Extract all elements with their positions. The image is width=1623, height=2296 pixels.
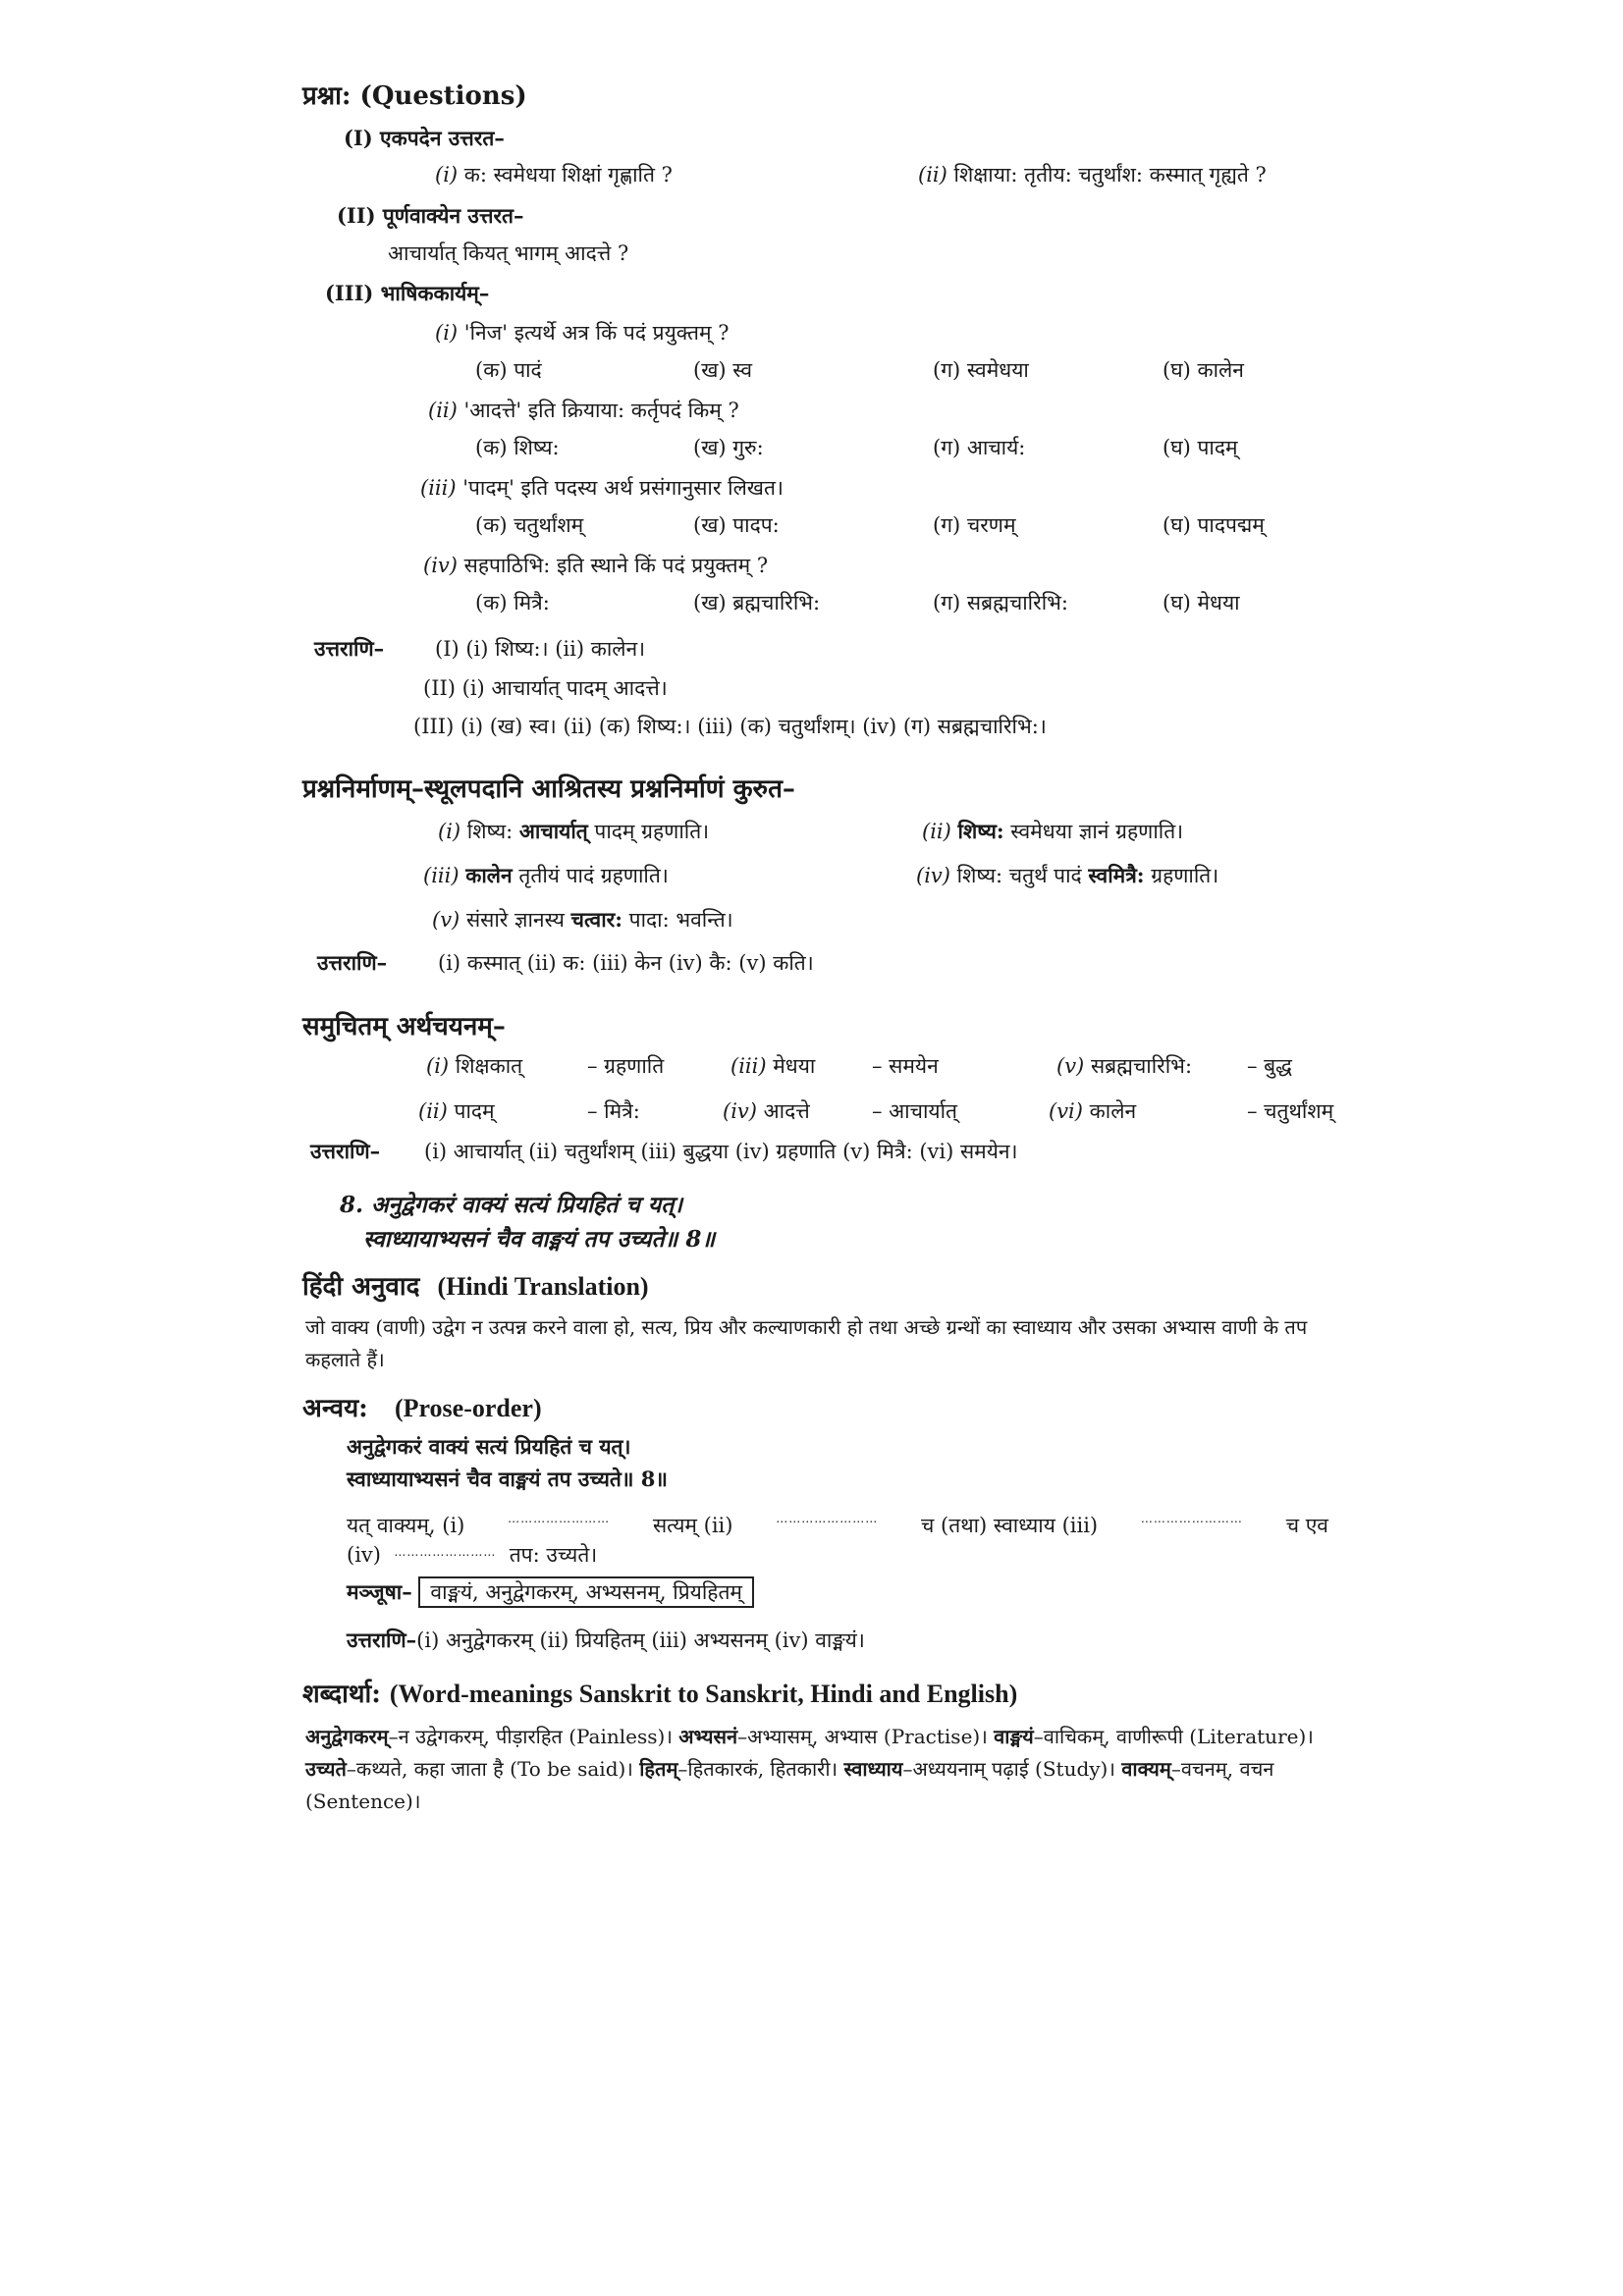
meaning: –कथ्यते, कहा जाता है (To be said)। xyxy=(346,1757,640,1781)
fill-text: यत् वाक्यम्, (i) xyxy=(347,1514,465,1537)
blank: …………………… xyxy=(394,1545,497,1559)
mcq-option: (ख) स्व xyxy=(693,358,753,382)
fill-text: (iv) xyxy=(347,1543,381,1567)
word: आदत्ते xyxy=(763,1099,810,1123)
heading-hindi: हिंदी अनुवाद xyxy=(302,1272,420,1302)
match-meaning: – आचार्यात् xyxy=(872,1099,958,1123)
mcq-question xyxy=(420,474,784,502)
formation-item xyxy=(916,862,1218,889)
word: कालेन xyxy=(1089,1099,1137,1123)
answers-label: उत्तराणि– xyxy=(317,950,388,975)
section-one-label: (I) एकपदेन उत्तरत– xyxy=(344,126,505,150)
mcq-question xyxy=(428,397,739,424)
item-number: (v) xyxy=(1056,1054,1085,1078)
answer-line: (i) आचार्यात् (ii) चतुर्थांशम् (iii) बुद्धया (iv) ग्रहणाति (v) मित्रै: (vi) समयेन। xyxy=(424,1140,1018,1163)
item-number: (i) xyxy=(426,1054,450,1078)
item-number: (v) xyxy=(432,908,460,932)
question-text: 'पादम्' इति पदस्य अर्थ प्रसंगानुसार लिखत। xyxy=(462,476,784,500)
item-number: (vi) xyxy=(1049,1099,1083,1123)
mcq-option: (ख) ब्रह्मचारिभि: xyxy=(693,591,821,614)
blank: …………………… xyxy=(776,1512,879,1525)
heading-english: (Prose-order) xyxy=(394,1394,542,1422)
item-text: स्वमेधया ज्ञानं ग्रहणाति। xyxy=(1003,820,1184,843)
word: उच्यते xyxy=(305,1757,347,1781)
word-box: वाङ्मयं, अनुद्वेगकरम्, अभ्यसनम्, प्रियहितम् xyxy=(418,1576,754,1608)
meaning: –हितकारकं, हितकारी। xyxy=(677,1757,844,1781)
item-number: (iv) xyxy=(723,1099,757,1123)
item-bold-word: आचार्यात् xyxy=(518,819,588,843)
mcq-option: (ग) स्वमेधया xyxy=(933,358,1029,382)
fill-text: च एव xyxy=(1285,1514,1328,1537)
item-bold-word: चत्वार: xyxy=(570,907,622,932)
item-text: ग्रहणाति। xyxy=(1144,864,1219,887)
answers-label: उत्तराणि– xyxy=(347,1628,417,1652)
answer-line: (I) (i) शिष्य:। (ii) कालेन। xyxy=(435,637,646,661)
questions-heading: प्रश्ना: (Questions) xyxy=(302,81,527,111)
question-number: (i) xyxy=(435,321,459,345)
word: मेधया xyxy=(773,1054,816,1078)
item-text: पादा: भवन्ति। xyxy=(622,908,733,932)
item-bold-word: स्वमित्रै: xyxy=(1088,863,1145,887)
mcq-option: (क) पादं xyxy=(475,358,542,382)
item-text: शिष्य: चतुर्थं पादं xyxy=(956,864,1089,887)
match-meaning: – मित्रै: xyxy=(587,1099,640,1123)
meaning: –अभ्यासम्, अभ्यास (Practise)। xyxy=(737,1725,995,1748)
mcq-option: (घ) पादपद्मम् xyxy=(1163,513,1265,537)
heading-hindi: अन्वय: xyxy=(302,1394,368,1423)
meaning: –वाचिकम्, वाणीरूपी (Literature)। xyxy=(1033,1725,1314,1748)
mcq-question xyxy=(423,552,768,579)
mcq-option: (ग) चरणम् xyxy=(933,513,1016,537)
match-word xyxy=(426,1052,522,1080)
verse-line: 8. अनुद्वेगकरं वाक्यं सत्यं प्रियहितं च यत्। xyxy=(340,1192,683,1218)
formation-item xyxy=(423,862,669,889)
match-word xyxy=(730,1052,815,1080)
meaning-match-heading: समुचितम् अर्थचयनम्– xyxy=(302,1012,506,1041)
answer-line: (i) कस्मात् (ii) क: (iii) केन (iv) कै: (v) कति। xyxy=(438,951,814,975)
item-number: (ii) xyxy=(418,1099,448,1123)
question-text: 'निज' इत्यर्थे अत्र किं पदं प्रयुक्तम् ? xyxy=(463,321,730,345)
word: स्वाध्याय xyxy=(843,1757,903,1781)
match-word xyxy=(1049,1097,1136,1125)
word-box-line xyxy=(347,1578,754,1606)
item-text: संसारे ज्ञानस्य xyxy=(465,908,571,932)
fill-text: च (तथा) स्वाध्याय (iii) xyxy=(921,1514,1099,1537)
mcq-question xyxy=(435,319,730,347)
question-number: (ii) xyxy=(918,163,947,187)
meaning: –वचनम्, वचन (Sentence)। xyxy=(305,1757,1274,1813)
formation-item xyxy=(922,818,1183,845)
fill-text: सत्यम् (ii) xyxy=(652,1514,733,1537)
word: पादम् xyxy=(454,1099,495,1123)
verse-line: स्वाध्यायाभ्यसनं चैव वाङ्मयं तप उच्यते॥ 8॥ xyxy=(347,1467,668,1491)
heading-english: (Hindi Translation) xyxy=(437,1272,649,1301)
meaning: –न उद्वेगकरम्, पीड़ारहित (Painless)। xyxy=(388,1725,679,1748)
word-meanings-heading xyxy=(302,1675,1017,1710)
match-meaning: – ग्रहणाति xyxy=(587,1054,665,1078)
formation-item xyxy=(432,906,733,934)
mcq-option: (क) शिष्य: xyxy=(475,436,560,459)
heading-english: (Word-meanings Sanskrit to Sanskrit, Hindi and English) xyxy=(389,1680,1018,1708)
question-number: (ii) xyxy=(428,399,458,422)
section-two-label: (II) पूर्णवाक्येन उत्तरत– xyxy=(337,203,524,228)
question-formation-heading: प्रश्ननिर्माणम्–स्थूलपदानि आश्रितस्य प्रश्ननिर्माणं कुरुत– xyxy=(302,774,795,804)
verse-line: अनुद्वेगकरं वाक्यं सत्यं प्रियहितं च यत्। xyxy=(347,1434,631,1459)
fill-blank-line xyxy=(347,1541,597,1569)
answer-line: (III) (i) (ख) स्व। (ii) (क) शिष्य:। (iii) (क) चतुर्थांशम्। (iv) (ग) सब्रह्मचारिभि:। xyxy=(413,715,1047,738)
prose-order-heading xyxy=(302,1389,542,1424)
blank: …………………… xyxy=(1140,1512,1243,1525)
item-number: (ii) xyxy=(922,820,951,843)
hindi-translation-text: जो वाक्य (वाणी) उद्वेग न उत्पन्न करने वाला हो, सत्य, प्रिय और कल्याणकारी हो तथा अच्छे ग्रन्थों का स्वाध्याय और उसका अभ्यास वाणी के तप कहलाते हैं। xyxy=(305,1315,1308,1371)
fill-text: तप: उच्यते। xyxy=(509,1543,598,1567)
item-number: (iii) xyxy=(730,1054,767,1078)
item-number: (iv) xyxy=(916,864,950,887)
item-text: पादम् ग्रहणाति। xyxy=(587,820,710,843)
match-word xyxy=(418,1097,495,1125)
item-number: (i) xyxy=(438,820,461,843)
match-meaning: – बुद्ध xyxy=(1247,1054,1292,1078)
heading-hindi: शब्दार्था: xyxy=(302,1680,381,1709)
mcq-option: (क) चतुर्थांशम् xyxy=(475,513,584,537)
match-word xyxy=(723,1097,810,1125)
word: अभ्यसनं xyxy=(678,1725,738,1748)
answers-label: उत्तराणि– xyxy=(310,1139,381,1163)
mcq-option: (ख) पादप: xyxy=(693,513,780,537)
word: हितम् xyxy=(639,1757,678,1781)
mcq-option: (घ) पादम् xyxy=(1163,436,1238,459)
meaning: –अध्ययनाम् पढ़ाई (Study)। xyxy=(902,1757,1122,1781)
mcq-option: (घ) मेधया xyxy=(1163,591,1240,614)
mcq-option: (क) मित्रै: xyxy=(475,591,550,614)
blank: …………………… xyxy=(508,1512,611,1525)
mcq-option: (ग) आचार्य: xyxy=(933,436,1026,459)
mcq-option: (घ) कालेन xyxy=(1163,358,1244,382)
word: वाङ्मयं xyxy=(994,1725,1034,1748)
question-text: 'आदत्ते' इति क्रियाया: कर्तृपदं किम् ? xyxy=(463,399,739,422)
fill-blank-line xyxy=(347,1512,1328,1539)
word: अनुद्वेगकरम् xyxy=(305,1725,389,1748)
match-meaning: – चतुर्थांशम् xyxy=(1247,1099,1334,1123)
item-number: (iii) xyxy=(423,864,460,887)
question-text: क: स्वमेधया शिक्षां गृह्णाति ? xyxy=(463,163,673,187)
item-bold-word: कालेन xyxy=(465,863,513,887)
mcq-option: (ग) सब्रह्मचारिभि: xyxy=(933,591,1068,614)
question-number: (iv) xyxy=(423,554,458,577)
word: सब्रह्मचारिभि: xyxy=(1090,1054,1193,1078)
item-bold-word: शिष्य: xyxy=(957,819,1004,843)
question xyxy=(435,161,673,188)
item-text: तृतीयं पादं ग्रहणाति। xyxy=(512,864,669,887)
mcq-option: (ख) गुरु: xyxy=(693,436,764,459)
question-text: शिक्षाया: तृतीय: चतुर्थांश: कस्मात् गृह्यते ? xyxy=(953,163,1267,187)
answer-line: (II) (i) आचार्यात् पादम् आदत्ते। xyxy=(423,676,668,700)
question-number: (iii) xyxy=(420,476,457,500)
formation-item xyxy=(438,818,709,845)
word-meanings-text xyxy=(305,1721,1331,1818)
answer-line xyxy=(347,1627,865,1654)
answer-text: (i) अनुद्वेगकरम् (ii) प्रियहितम् (iii) अभ्यसनम् (iv) वाङ्मयं। xyxy=(416,1629,865,1652)
question-number: (i) xyxy=(435,163,459,187)
question-text: आचार्यात् कियत् भागम् आदत्ते ? xyxy=(388,241,629,265)
hindi-translation-heading xyxy=(302,1267,649,1303)
word: वाक्यम् xyxy=(1121,1757,1171,1781)
question xyxy=(918,161,1267,188)
question-text: सहपाठिभि: इति स्थाने किं पदं प्रयुक्तम् ? xyxy=(463,554,769,577)
answers-label: उत्तराणि– xyxy=(314,636,385,661)
section-three-label: (III) भाषिककार्यम्– xyxy=(325,281,490,305)
word: शिक्षकात् xyxy=(455,1054,523,1078)
verse-line: स्वाध्यायाभ्यसनं चैव वाङ्मयं तप उच्यते॥ 8॥ xyxy=(363,1226,716,1253)
word-box-label: मञ्जूषा– xyxy=(347,1579,412,1604)
item-text: शिष्य: xyxy=(466,820,519,843)
match-word xyxy=(1056,1052,1192,1080)
match-meaning: – समयेन xyxy=(872,1054,939,1078)
